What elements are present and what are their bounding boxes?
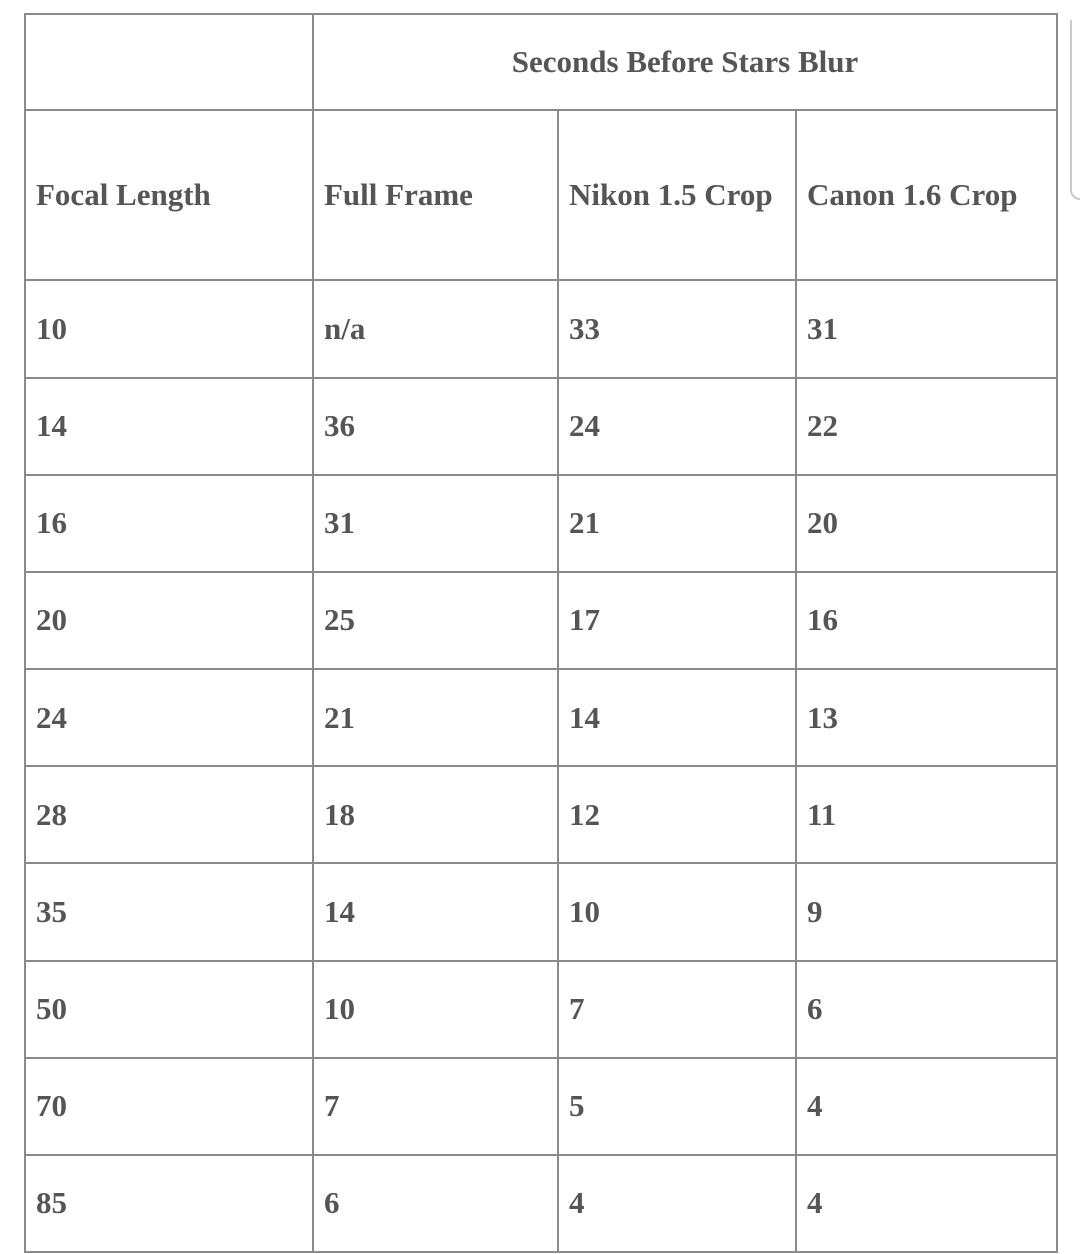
table-row [25, 961, 1057, 1058]
cell-focal-length: 14 [25, 378, 313, 475]
table-row [25, 378, 1057, 475]
cell-nikon-crop: 14 [558, 669, 796, 766]
cell-nikon-crop: 7 [558, 961, 796, 1058]
cell-canon-crop: 16 [796, 572, 1057, 669]
cell-full-frame: 6 [313, 1155, 558, 1252]
cell-full-frame: 18 [313, 766, 558, 863]
column-header-focal-length: Focal Length [25, 110, 313, 280]
cell-nikon-crop: 21 [558, 475, 796, 572]
table-column-header-row [25, 110, 1057, 280]
table-row [25, 475, 1057, 572]
cell-focal-length: 85 [25, 1155, 313, 1252]
cell-full-frame: 14 [313, 863, 558, 960]
cell-focal-length: 20 [25, 572, 313, 669]
cell-focal-length: 50 [25, 961, 313, 1058]
cell-focal-length: 28 [25, 766, 313, 863]
column-header-nikon-crop: Nikon 1.5 Crop [558, 110, 796, 280]
cell-canon-crop: 4 [796, 1155, 1057, 1252]
cell-nikon-crop: 17 [558, 572, 796, 669]
cell-full-frame: 10 [313, 961, 558, 1058]
group-header-seconds-before-stars-blur: Seconds Before Stars Blur [313, 14, 1057, 110]
cell-full-frame: 7 [313, 1058, 558, 1155]
cell-canon-crop: 9 [796, 863, 1057, 960]
cell-full-frame: 25 [313, 572, 558, 669]
cell-focal-length: 10 [25, 280, 313, 377]
table-row [25, 280, 1057, 377]
cell-canon-crop: 6 [796, 961, 1057, 1058]
table-row [25, 572, 1057, 669]
cell-nikon-crop: 33 [558, 280, 796, 377]
empty-corner-cell [25, 14, 313, 110]
cell-canon-crop: 22 [796, 378, 1057, 475]
column-header-full-frame: Full Frame [313, 110, 558, 280]
cell-canon-crop: 4 [796, 1058, 1057, 1155]
cell-canon-crop: 13 [796, 669, 1057, 766]
cell-focal-length: 24 [25, 669, 313, 766]
scroll-edge-indicator [1070, 20, 1080, 200]
cell-focal-length: 16 [25, 475, 313, 572]
cell-canon-crop: 11 [796, 766, 1057, 863]
cell-nikon-crop: 12 [558, 766, 796, 863]
stars-blur-table [24, 13, 1058, 1253]
cell-canon-crop: 31 [796, 280, 1057, 377]
cell-focal-length: 70 [25, 1058, 313, 1155]
table-group-header-row [25, 14, 1057, 110]
cell-full-frame: n/a [313, 280, 558, 377]
cell-full-frame: 36 [313, 378, 558, 475]
table-row [25, 1058, 1057, 1155]
cell-nikon-crop: 5 [558, 1058, 796, 1155]
table-row [25, 863, 1057, 960]
cell-nikon-crop: 10 [558, 863, 796, 960]
column-header-canon-crop: Canon 1.6 Crop [796, 110, 1057, 280]
cell-nikon-crop: 4 [558, 1155, 796, 1252]
cell-full-frame: 21 [313, 669, 558, 766]
table-row [25, 766, 1057, 863]
cell-focal-length: 35 [25, 863, 313, 960]
table-row [25, 669, 1057, 766]
table-row [25, 1155, 1057, 1252]
cell-nikon-crop: 24 [558, 378, 796, 475]
cell-canon-crop: 20 [796, 475, 1057, 572]
cell-full-frame: 31 [313, 475, 558, 572]
